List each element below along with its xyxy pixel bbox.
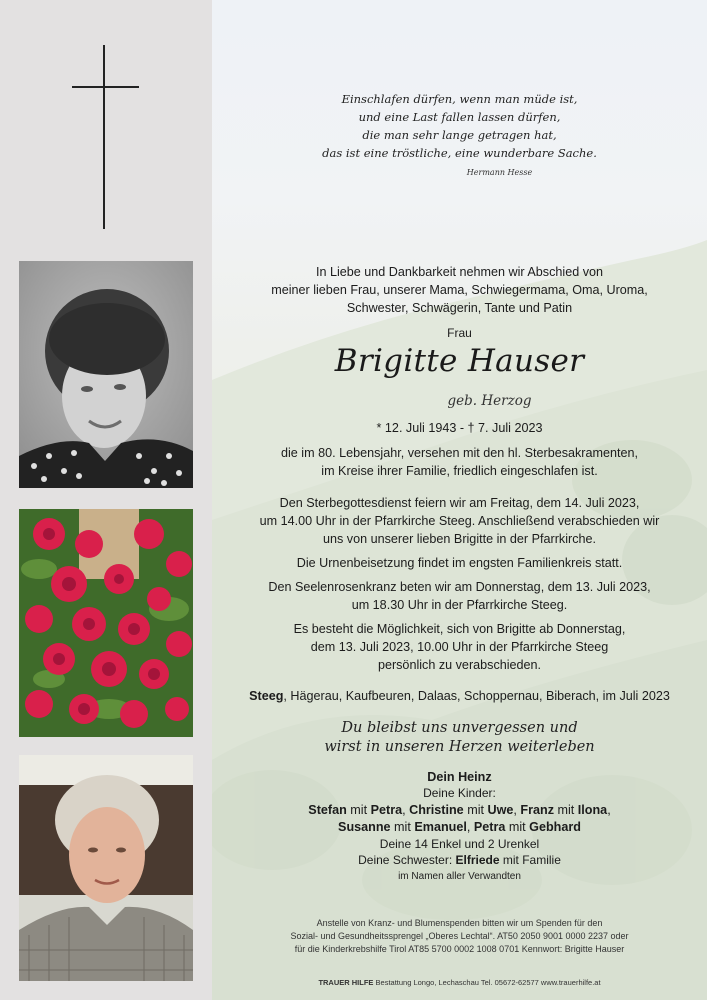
child-susanne: Susanne [338,820,391,834]
sep-3: , [607,803,611,817]
portrait-young-photo [19,261,193,488]
cross-vertical-bar [103,45,105,229]
funeral-line-2: um 14.00 Uhr in der Pfarrkirche Steeg. Anschließend verabschieden wir [259,514,660,528]
relatives: im Namen aller Verwandten [398,871,521,882]
child-stefan: Stefan [308,803,347,817]
funeral-line-3: uns von unserer lieben Brigitte in der Pfarrkirche. [323,532,596,546]
sep-1: , [402,803,410,817]
mit-5: mit [505,820,530,834]
child-franz: Franz [520,803,554,817]
urn-burial: Die Urnenbeisetzung findet im engsten Familienkreis statt. [296,556,623,570]
cross-icon [0,0,212,240]
viewing-line-3: persönlich zu verabschieden. [377,658,542,672]
title-frau: Frau [447,326,472,340]
mit-2: mit [463,803,488,817]
partner-gebhard: Gebhard [529,820,581,834]
partner-ilona: Ilona [577,803,608,817]
quote-line-2: und eine Last fallen lassen dürfen, [358,110,561,124]
sep-4: , [466,820,474,834]
child-christine: Christine [409,803,464,817]
footer-text: Bestattung Longo, Lechaschau Tel. 05672-62577 www.trauerhilfe.at [373,978,601,987]
child-petra: Petra [473,820,506,834]
quote-line-1: Einschlafen dürfen, wenn man müde ist, [341,92,578,106]
funeral-line-1: Den Sterbegottesdienst feiern wir am Freitag, dem 14. Juli 2023, [279,496,640,510]
maiden-name: geb. Herzog [447,393,532,409]
husband [212,770,707,784]
sidebar [0,0,212,1000]
sep-2: , [513,803,521,817]
life-dates: * 12. Juli 1943 - † 7. Juli 2023 [376,421,543,435]
sister-line [212,853,707,867]
donation-line-3: für die Kinderkrebshilfe Tirol AT85 5700 0002 1008 0701 Kennwort: Brigitte Hauser [294,944,625,954]
intro-line-3: Schwester, Schwägerin, Tante und Patin [346,301,573,315]
remembrance-line-1: Du bleibst uns unvergessen und [341,720,578,736]
rosary-line-1: Den Seelenrosenkranz beten wir am Donnerstag, dem 13. Juli 2023, [268,580,651,594]
mit-1: mit [346,803,371,817]
cross-horizontal-bar [72,86,139,88]
places-first: Steeg [249,689,284,703]
sister-name: Elfriede [455,853,500,867]
places-rest: , Hägerau, Kaufbeuren, Dalaas, Schoppernau, Biberach, im Juli 2023 [283,689,670,703]
obituary-content [212,0,707,1000]
quote-line-3: die man sehr lange getragen hat, [362,128,557,142]
death-info-line-1: die im 80. Lebensjahr, versehen mit den hl. Sterbesakramenten, [280,446,639,460]
children-line-1 [212,803,707,817]
main-panel [212,0,707,1000]
husband-name: Dein Heinz [427,770,492,784]
mit-4: mit [390,820,415,834]
partner-petra: Petra [370,803,403,817]
grandchildren: Deine 14 Enkel und 2 Urenkel [379,837,540,851]
rosary-line-2: um 18.30 Uhr in der Pfarrkirche Steeg. [351,598,568,612]
donation-line-2: Sozial- und Gesundheitssprengel „Oberes Lechtal“. AT50 2050 9001 0000 2237 oder [290,931,629,941]
viewing-line-2: dem 13. Juli 2023, 10.00 Uhr in der Pfarrkirche Steeg [310,640,609,654]
intro-line-2: meiner lieben Frau, unserer Mama, Schwiegermama, Oma, Uroma, [271,283,648,297]
sister-label: Deine Schwester: [358,853,456,867]
death-info-line-2: im Kreise ihrer Familie, friedlich eingeschlafen ist. [321,464,598,478]
roses-photo [19,509,193,737]
mit-3: mit [554,803,578,817]
donation-line-1: Anstelle von Kranz- und Blumenspenden bitten wir um Spenden für den [316,918,603,928]
viewing-line-1: Es besteht die Möglichkeit, sich von Brigitte ab Donnerstag, [293,622,626,636]
children-label: Deine Kinder: [423,786,496,800]
intro-line-1: In Liebe und Dankbarkeit nehmen wir Abschied von [315,265,604,279]
quote-line-4: das ist eine tröstliche, eine wunderbare Sache. [322,146,597,160]
places-line [212,689,707,703]
portrait-elderly-photo [19,755,193,981]
sister-rest: mit Familie [499,853,561,867]
partner-uwe: Uwe [487,803,514,817]
children-line-2 [212,820,707,834]
footer-line [212,978,707,987]
footer-brand: TRAUER HILFE [318,978,374,987]
partner-emanuel: Emanuel [414,820,467,834]
deceased-name: Brigitte Hauser [334,343,585,379]
quote-author: Hermann Hesse [466,168,533,177]
remembrance-line-2: wirst in unseren Herzen weiterleben [324,739,595,755]
